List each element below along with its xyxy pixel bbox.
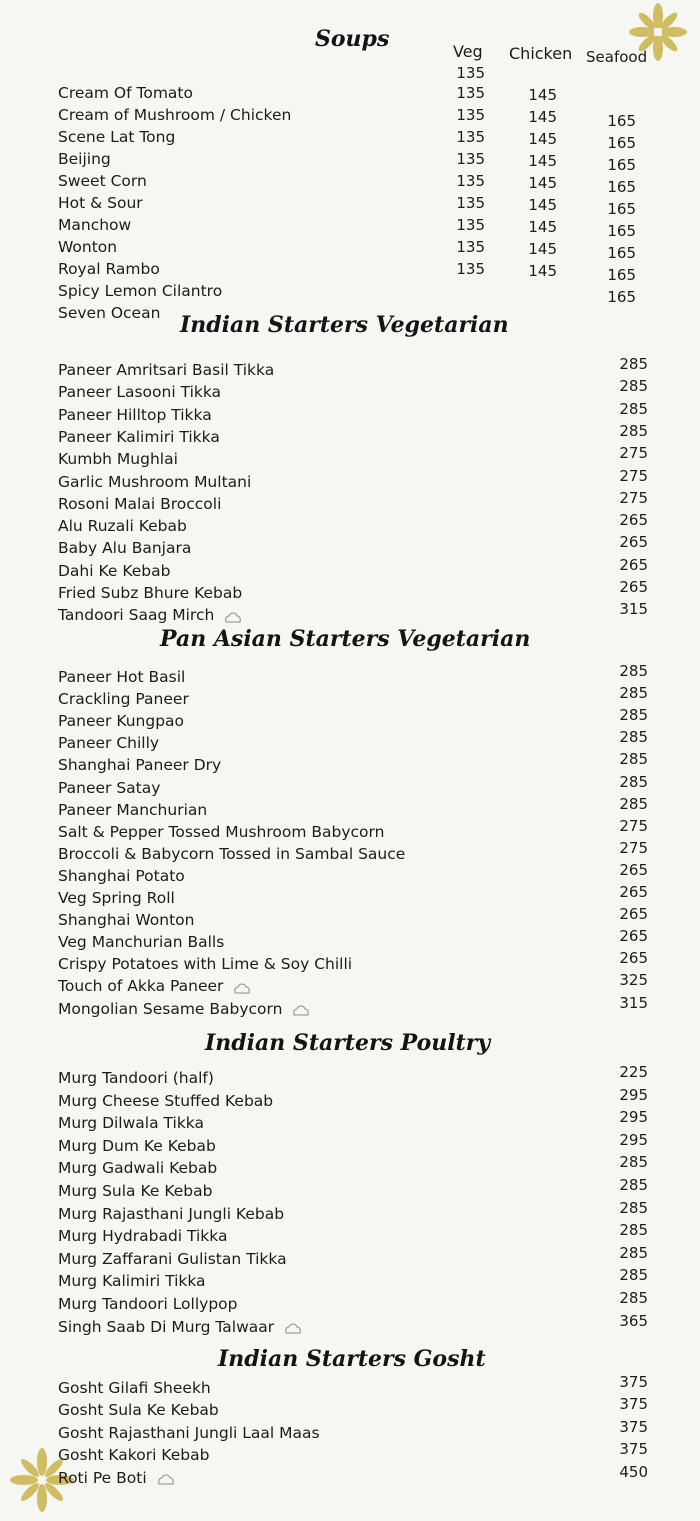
- price: 295: [619, 1130, 648, 1149]
- menu-item-row: [0, 421, 700, 449]
- price: 285: [619, 355, 648, 373]
- price: 285: [619, 1289, 648, 1307]
- menu-item-row: [0, 511, 700, 538]
- menu-item-name: Singh Saab Di Murg Talwaar: [58, 1317, 302, 1337]
- menu-item-name: Hot & Sour: [58, 194, 143, 212]
- menu-item-name: Gosht Gilafi Sheekh: [58, 1379, 211, 1397]
- menu-item-row: [0, 883, 700, 910]
- menu-item-row: [0, 1063, 700, 1090]
- menu-item-name: Alu Ruzali Kebab: [58, 517, 187, 536]
- price: 315: [619, 993, 648, 1012]
- price-seafood: 165: [607, 266, 636, 284]
- price: 365: [619, 1311, 648, 1330]
- price-chicken: 145: [528, 152, 557, 170]
- price-chicken: 145: [528, 108, 557, 126]
- menu-item-name: Paneer Lasooni Tikka: [58, 383, 222, 402]
- menu-item-name: Paneer Hilltop Tikka: [58, 405, 212, 424]
- menu-item-name: Gosht Sula Ke Kebab: [58, 1401, 219, 1420]
- price: 265: [619, 555, 648, 574]
- menu-item-name: Garlic Mushroom Multani: [58, 472, 252, 491]
- menu-item-name: Fried Subz Bhure Kebab: [58, 584, 243, 602]
- price-veg: 135: [456, 128, 485, 146]
- menu-item-row: [0, 1085, 700, 1113]
- menu-item-name: Crispy Potatoes with Lime & Soy Chilli: [58, 955, 353, 974]
- menu-item-row: [0, 927, 700, 954]
- menu-item-row: [0, 1462, 700, 1490]
- price: 285: [619, 794, 648, 813]
- menu-item-name: Veg Manchurian Balls: [58, 933, 225, 952]
- menu-item-name: Paneer Manchurian: [58, 800, 208, 819]
- price-veg: 135: [456, 150, 485, 168]
- price-veg: 135: [456, 106, 485, 124]
- menu-item-name: Royal Rambo: [58, 260, 160, 278]
- price: 265: [619, 578, 648, 596]
- menu-item-row: [0, 1176, 700, 1203]
- chef-hat-icon: [233, 980, 251, 992]
- menu-item-row: [0, 83, 700, 105]
- chef-hat-icon: [292, 1002, 310, 1014]
- price-seafood: 165: [607, 112, 636, 130]
- menu-item-row: [0, 905, 700, 932]
- menu-item-row: [0, 816, 700, 844]
- menu-item-name: Tandoori Saag Mirch: [58, 605, 242, 625]
- price-chicken: 145: [528, 130, 557, 148]
- menu-item-row: [0, 1440, 700, 1467]
- menu-item-row: [0, 149, 700, 174]
- menu-item-name: Murg Tandoori (half): [58, 1069, 214, 1087]
- menu-item-row: [0, 399, 700, 427]
- price: 375: [619, 1395, 648, 1414]
- price-seafood: 165: [607, 156, 636, 174]
- price: 265: [619, 533, 648, 552]
- price: 285: [619, 772, 648, 791]
- section-title-indian-poultry: Indian Starters Poultry: [205, 1030, 491, 1056]
- menu-item-row: [0, 555, 700, 583]
- price: 315: [619, 600, 648, 619]
- menu-item-name: Broccoli & Babycorn Tossed in Sambal Sauce: [58, 844, 406, 863]
- price: 375: [619, 1373, 648, 1391]
- price: 265: [619, 511, 648, 530]
- menu-item-row: [0, 1108, 700, 1135]
- chef-hat-icon: [224, 609, 242, 621]
- price-seafood: 165: [607, 288, 636, 306]
- price: 265: [619, 927, 648, 946]
- menu-item-row: [0, 488, 700, 516]
- menu-item-name: Wonton: [58, 238, 118, 256]
- menu-item-name: Shanghai Potato: [58, 866, 185, 885]
- menu-item-name: Murg Tandoori Lollypop: [58, 1295, 238, 1313]
- price: 285: [619, 662, 648, 680]
- menu-item-row: [0, 533, 700, 560]
- menu-item-row: [0, 105, 700, 130]
- price: 275: [619, 816, 648, 835]
- price: 375: [619, 1440, 648, 1459]
- menu-item-row: [0, 259, 700, 284]
- section-title-indian-veg: Indian Starters Vegetarian: [180, 312, 509, 338]
- price-seafood: 165: [607, 134, 636, 152]
- menu-item-name: Murg Gadwali Kebab: [58, 1159, 218, 1178]
- menu-item-name: Paneer Satay: [58, 778, 161, 797]
- menu-item-row: [0, 1311, 700, 1339]
- price: 285: [619, 377, 648, 396]
- column-header-veg: Veg: [453, 42, 483, 61]
- menu-item-name: Veg Spring Roll: [58, 889, 175, 907]
- menu-item-name: Crackling Paneer: [58, 690, 189, 709]
- price: 285: [619, 399, 648, 418]
- menu-item-name: Kumbh Mughlai: [58, 450, 178, 469]
- menu-item-name: Murg Hydrabadi Tikka: [58, 1227, 228, 1246]
- price: 285: [619, 1221, 648, 1240]
- price: 275: [619, 838, 648, 857]
- price: 265: [619, 883, 648, 901]
- menu-item-row: [0, 860, 700, 888]
- menu-item-row: [0, 1198, 700, 1226]
- menu-item-name: Murg Dilwala Tikka: [58, 1114, 204, 1133]
- menu-item-name: Spicy Lemon Cilantro: [58, 282, 223, 300]
- price: 285: [619, 1243, 648, 1262]
- price-chicken: 145: [528, 86, 557, 104]
- price: 285: [619, 1176, 648, 1194]
- menu-item-row: [0, 444, 700, 471]
- menu-item-name: Shanghai Wonton: [58, 911, 195, 930]
- menu-item-name: Murg Dum Ke Kebab: [58, 1136, 216, 1155]
- menu-item-row: [0, 355, 700, 382]
- price: 285: [619, 706, 648, 725]
- menu-item-name: Rosoni Malai Broccoli: [58, 494, 222, 513]
- price: 265: [619, 905, 648, 924]
- price-veg: 135: [456, 172, 485, 190]
- menu-item-name: Murg Zaffarani Gulistan Tikka: [58, 1249, 287, 1268]
- menu-item-row: [0, 949, 700, 976]
- menu-item-row: [0, 1153, 700, 1180]
- column-header-chicken: Chicken: [509, 44, 573, 63]
- price-veg: 135: [456, 194, 485, 212]
- section-title-indian-gosht: Indian Starters Gosht: [218, 1346, 486, 1372]
- price: 275: [619, 466, 648, 485]
- menu-item-row: [0, 600, 700, 627]
- price: 285: [619, 684, 648, 703]
- section-title-soups: Soups: [315, 26, 390, 52]
- menu-item-name: Paneer Chilly: [58, 734, 160, 753]
- menu-item-row: [0, 993, 700, 1021]
- price-seafood: 165: [607, 200, 636, 218]
- menu-item-name: Touch of Akka Paneer: [58, 976, 251, 996]
- menu-item-name: Shanghai Paneer Dry: [58, 756, 222, 775]
- price: 285: [619, 1198, 648, 1217]
- menu-item-name: Salt & Pepper Tossed Mushroom Babycorn: [58, 822, 385, 841]
- price: 295: [619, 1085, 648, 1104]
- menu-item-row: [0, 171, 700, 196]
- menu-item-row: [0, 1130, 700, 1158]
- menu-item-name: Murg Sula Ke Kebab: [58, 1182, 213, 1200]
- menu-item-row: [0, 1417, 700, 1445]
- menu-item-row: [0, 971, 700, 998]
- price-veg: 135: [456, 84, 485, 102]
- menu-item-name: Baby Alu Banjara: [58, 539, 192, 558]
- price: 285: [619, 421, 648, 440]
- price-seafood: 165: [607, 222, 636, 240]
- price-chicken: 145: [528, 240, 557, 258]
- menu-item-row: [0, 1289, 700, 1316]
- price-seafood: 165: [607, 244, 636, 262]
- price: 275: [619, 488, 648, 507]
- menu-item-row: [0, 772, 700, 800]
- menu-item-row: [0, 728, 700, 755]
- price: 285: [619, 750, 648, 769]
- price-veg: 135: [456, 216, 485, 234]
- menu-item-row: [0, 1243, 700, 1271]
- price-chicken: 145: [528, 262, 557, 280]
- menu-item-row: [0, 1373, 700, 1400]
- price-chicken: 145: [528, 218, 557, 236]
- menu-item-name: Murg Rajasthani Jungli Kebab: [58, 1204, 285, 1223]
- menu-item-row: [0, 750, 700, 777]
- menu-item-row: [0, 838, 700, 866]
- menu-item-name: Scene Lat Tong: [58, 128, 176, 146]
- menu-item-name: Paneer Kalimiri Tikka: [58, 427, 220, 446]
- menu-item-name: Cream Of Tomato: [58, 84, 193, 102]
- price: 325: [619, 971, 648, 990]
- menu-item-name: Dahi Ke Kebab: [58, 561, 171, 580]
- price: 275: [619, 444, 648, 463]
- menu-item-row: [0, 281, 700, 306]
- menu-item-row: [0, 578, 700, 605]
- price-veg: 135: [456, 260, 485, 278]
- section-title-pan-asian-veg: Pan Asian Starters Vegetarian: [160, 626, 531, 652]
- menu-item-name: Sweet Corn: [58, 172, 147, 190]
- price: 450: [619, 1462, 648, 1481]
- menu-item-name: Paneer Kungpao: [58, 712, 185, 731]
- price: 295: [619, 1108, 648, 1127]
- menu-item-row: [0, 1221, 700, 1248]
- price: 265: [619, 949, 648, 968]
- menu-item-name: Roti Pe Boti: [58, 1468, 175, 1488]
- price: 225: [619, 1063, 648, 1081]
- menu-item-row: [0, 237, 700, 262]
- menu-item-row: [0, 684, 700, 711]
- menu-item-name: Murg Kalimiri Tikka: [58, 1272, 206, 1291]
- menu-item-name: Paneer Hot Basil: [58, 668, 186, 686]
- price: 285: [619, 1153, 648, 1172]
- menu-item-name: Mongolian Sesame Babycorn: [58, 999, 310, 1019]
- menu-item-row: [0, 466, 700, 494]
- menu-item-name: Cream of Mushroom / Chicken: [58, 106, 292, 124]
- menu-item-name: Gosht Kakori Kebab: [58, 1446, 210, 1465]
- menu-item-name: Paneer Amritsari Basil Tikka: [58, 361, 275, 379]
- chef-hat-icon: [157, 1471, 175, 1483]
- menu-item-name: Manchow: [58, 216, 132, 234]
- menu-item-row: [0, 706, 700, 733]
- menu-item-row: [0, 1395, 700, 1422]
- menu-item-row: [0, 1266, 700, 1293]
- menu-item-name: Beijing: [58, 150, 111, 168]
- chef-hat-icon: [284, 1320, 302, 1332]
- column-header-seafood: Seafood: [586, 48, 648, 66]
- price-chicken: 145: [528, 196, 557, 214]
- price: 265: [619, 860, 648, 879]
- menu-item-row: [0, 127, 700, 152]
- price: 375: [619, 1417, 648, 1436]
- menu-item-row: [0, 794, 700, 822]
- menu-item-row: [0, 662, 700, 689]
- soup-extra-veg-price: 135: [456, 64, 485, 82]
- menu-item-row: [0, 377, 700, 404]
- menu-item-name: Seven Ocean: [58, 304, 161, 322]
- menu-item-row: [0, 215, 700, 240]
- price-chicken: 145: [528, 174, 557, 192]
- price-veg: 135: [456, 238, 485, 256]
- price: 285: [619, 728, 648, 747]
- menu-item-name: Murg Cheese Stuffed Kebab: [58, 1091, 274, 1110]
- menu-item-name: Gosht Rajasthani Jungli Laal Maas: [58, 1423, 320, 1442]
- price: 285: [619, 1266, 648, 1285]
- menu-item-row: [0, 193, 700, 218]
- price-seafood: 165: [607, 178, 636, 196]
